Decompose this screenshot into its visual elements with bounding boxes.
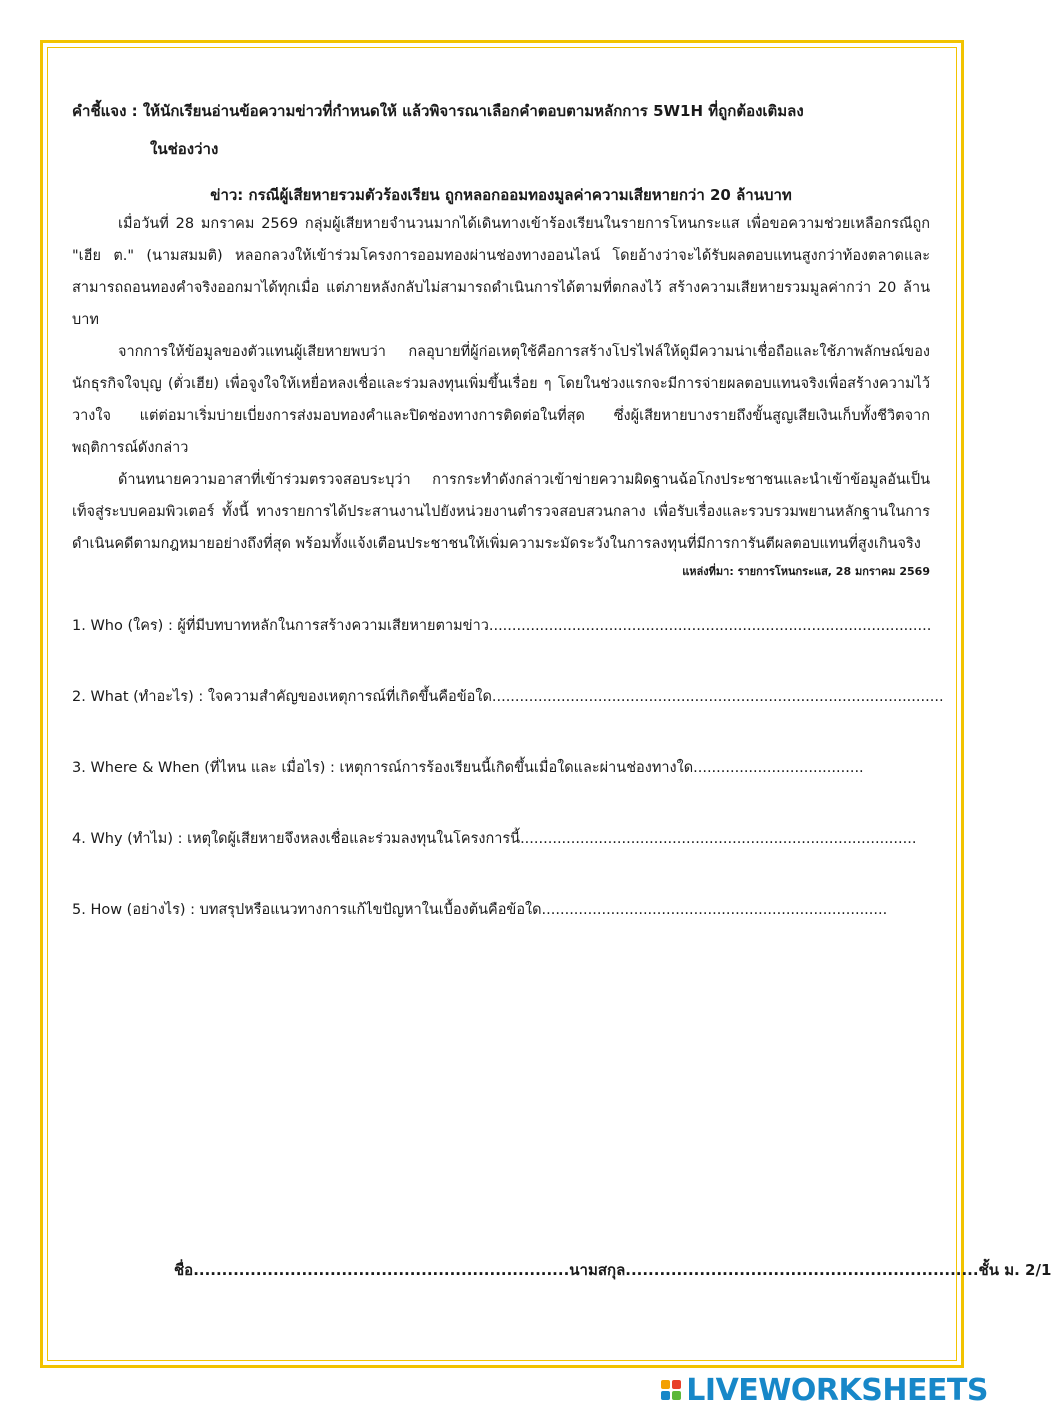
- question-list: [72, 614, 944, 922]
- question-what[interactable]: 2. What (ทำอะไร) : ใจความสำคัญของเหตุการณ์ที่เกิดขึ้นคือข้อใด..................................................................................................: [72, 689, 944, 705]
- question-why[interactable]: 4. Why (ทำไม) : เหตุใดผู้เสียหายจึงหลงเชื่อและร่วมลงทุนในโครงการนี้......................................................................................: [72, 831, 917, 847]
- student-name-line[interactable]: ชื่อ..................................................................นามสกุล..............................................................ชั้น ม. 2/1: [174, 1261, 1051, 1279]
- instruction-line-2: ในช่องว่าง: [150, 140, 219, 158]
- question-where-when[interactable]: 3. Where & When (ที่ไหน และ เมื่อไร) : เหตุการณ์การร้องเรียนนี้เกิดขึ้นเมื่อใดและผ่านช่องทางใด.....................................: [72, 760, 864, 776]
- logo-square-3: [661, 1391, 670, 1400]
- worksheet-content: [72, 92, 944, 969]
- liveworksheets-logo: [661, 1372, 988, 1408]
- news-paragraph-1: เมื่อวันที่ 28 มกราคม 2569 กลุ่มผู้เสียหายจำนวนมากได้เดินทางเข้าร้องเรียนในรายการโหนกระแส เพื่อขอความช่วยเหลือกรณีถูก "เฮีย ต." (นามสมมติ) หลอกลวงให้เข้าร่วมโครงการออมทองผ่านช่องทางออนไลน์ โดยอ้างว่าจะได้รับผลตอบแทนสูงกว่าท้องตลาดและสามารถถอนทองคำจริงออกมาได้ทุกเมื่อ แต่ภายหลังกลับไม่สามารถดำเนินการได้ตามที่ตกลงไว้ สร้างความเสียหายรวมมูลค่ากว่า 20 ล้านบาท: [72, 216, 930, 328]
- news-paragraph-2: จากการให้ข้อมูลของตัวแทนผู้เสียหายพบว่า กลอุบายที่ผู้ก่อเหตุใช้คือการสร้างโปรไฟล์ให้ดูมีความน่าเชื่อถือและใช้ภาพลักษณ์ของนักธุรกิจใจบุญ (ตั่วเฮีย) เพื่อจูงใจให้เหยื่อหลงเชื่อและร่วมลงทุนเพิ่มขึ้นเรื่อย ๆ โดยในช่วงแรกจะมีการจ่ายผลตอบแทนจริงเพื่อสร้างความไว้วางใจ แต่ต่อมาเริ่มบ่ายเบี่ยงการส่งมอบทองคำและปิดช่องทางการติดต่อในที่สุด ซึ่งผู้เสียหายบางรายถึงขั้นสูญเสียเงินเก็บทั้งชีวิตจากพฤติการณ์ดังกล่าว: [72, 344, 930, 456]
- question-who[interactable]: 1. Who (ใคร) : ผู้ที่มีบทบาทหลักในการสร้างความเสียหายตามข่าว................................................................................................: [72, 618, 932, 634]
- news-title: ข่าว: กรณีผู้เสียหายรวมตัวร้องเรียน ถูกหลอกออมทองมูลค่าความเสียหายกว่า 20 ล้านบาท: [210, 186, 792, 204]
- logo-text: LIVEWORKSHEETS: [686, 1372, 988, 1408]
- instruction-line-1: คำชี้แจง : ให้นักเรียนอ่านข้อความข่าวที่กำหนดให้ แล้วพิจารณาเลือกคำตอบตามหลักการ 5W1H ที่ถูกต้องเติมลง: [72, 102, 804, 120]
- logo-mark-icon: [661, 1380, 681, 1400]
- logo-square-4: [672, 1391, 681, 1400]
- logo-square-2: [672, 1380, 681, 1389]
- news-paragraph-3: ด้านทนายความอาสาที่เข้าร่วมตรวจสอบระบุว่า การกระทำดังกล่าวเข้าข่ายความผิดฐานฉ้อโกงประชาชนและนำเข้าข้อมูลอันเป็นเท็จสู่ระบบคอมพิวเตอร์ ทั้งนี้ ทางรายการได้ประสานงานไปยังหน่วยงานตำรวจสอบสวนกลาง เพื่อรับเรื่องและรวบรวมพยานหลักฐานในการดำเนินคดีตามกฎหมายอย่างถึงที่สุด พร้อมทั้งแจ้งเตือนประชาชนให้เพิ่มความระมัดระวังในการลงทุนที่มีการการันตีผลตอบแทนที่สูงเกินจริง: [72, 472, 930, 552]
- news-source: แหล่งที่มา: รายการโหนกระแส, 28 มกราคม 2569: [682, 565, 930, 578]
- logo-square-1: [661, 1380, 670, 1389]
- question-how[interactable]: 5. How (อย่างไร) : บทสรุปหรือแนวทางการแก้ไขปัญหาในเบื้องต้นคือข้อใด...........................................................................: [72, 902, 888, 918]
